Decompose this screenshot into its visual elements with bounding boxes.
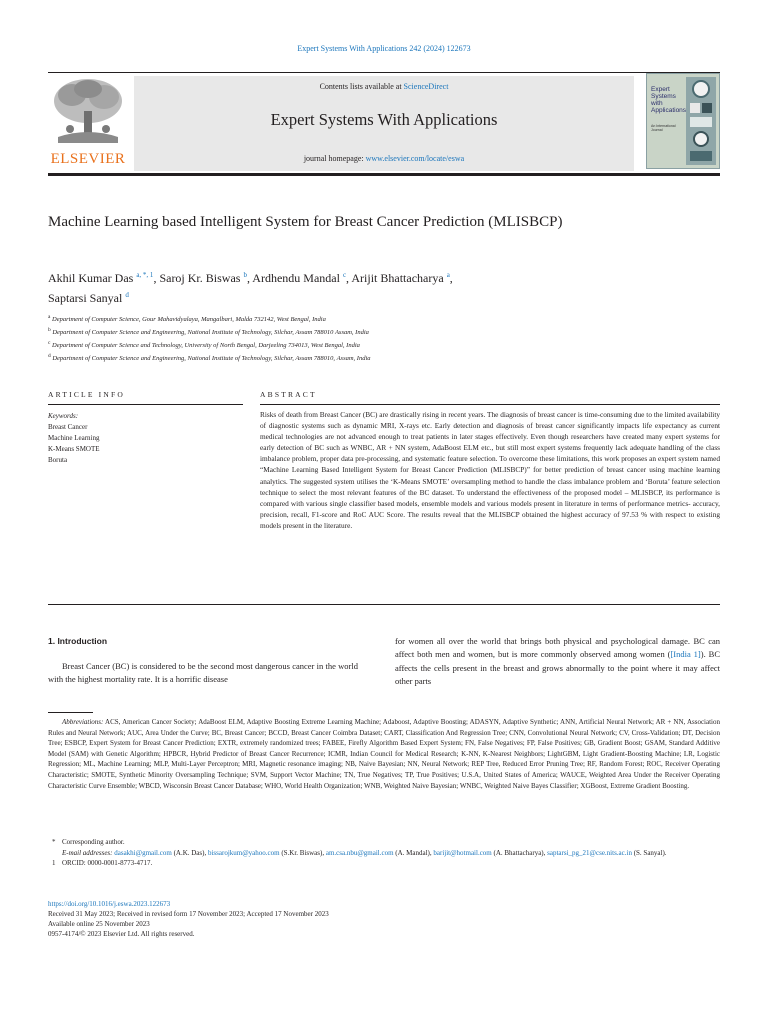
journal-citation[interactable] bbox=[0, 44, 768, 53]
email-link[interactable]: saptarsi_pg_21@cse.nits.ac.in bbox=[547, 848, 632, 857]
keyword: Machine Learning bbox=[48, 434, 100, 442]
journal-cover-thumbnail[interactable] bbox=[646, 73, 720, 169]
email-owner: (A. Bhattacharya), bbox=[491, 848, 548, 857]
abbreviations-text: ACS, American Cancer Society; AdaBoost ELM, Adaptive Boosting Extreme Learning Machine; Adaboost, Adaptive Boosting; ADASYN, Adaptive Synthetic; ANN, Artificial Neural Network; AR + NN, Association Rules and Neural Network; AUC, Area Under the Curve; BC, Breast Cancer; BCCD, Breast Cancer Coimbra Dataset; CART, Classification And Regression Tree; CNN, Convolutional Neural Network; CV, Cross-Validation; DT, Decision Tree; ESBCP, Expert System for Breast Cancer Prediction; EXTR, extremely randomized trees; FABEE, Firefly Algorithm Based Expert System; FN, False Negatives; FP, False Positives; GB, Gradient Boost; GSAM, Standard Additive Model (SAM) with Genetic Algorithm; HPBCR, Hybrid Predictor of Breast Cancer Recurrence; ICMR, Indian Council for Medical Research; K-NN, K-Nearest Neighbors; LightGBM, Light Gradient-Boosting Machine; LR, Logistic Regression; ML, Machine Learning; MLP, Multi-Layer Perceptron; MRI, Magnetic resonance imaging; NB, Naive Bayesian; NN, Neural Network; REP Tree, Reduced Error Pruning Tree; RF, Random Forest; ROC, Receiver Operating Characteristic; SMOTE, Synthetic Minority Oversampling Technique; SVM, Support Vector Machine; TN, True Negatives; TP, True Positives; U.S.A, United States of America; WAUCE, Weighted Area Under the Receiver Operating Characteristic Curve Ensemble; WBCD, Wisconsin Breast Cancer Database; WHO, World Health Organization; WNB, Weighted Naive Bayesian; WNBC, Weighted Naive Bayes Classifier; XGBoost, Extreme Gradient Boosting. bbox=[48, 718, 720, 790]
intro-left-column: Breast Cancer (BC) is considered to be the second most dangerous cancer in the world with the highest mortality rate. It is a horrific disease bbox=[48, 661, 358, 685]
publisher-name: ELSEVIER bbox=[50, 151, 126, 167]
contents-prefix: Contents lists available at bbox=[319, 82, 404, 91]
doi-link[interactable]: https://doi.org/10.1016/j.eswa.2023.122673 bbox=[48, 900, 171, 908]
corresponding-author-note bbox=[48, 837, 720, 848]
email-link[interactable]: dasakhi@gmail.com bbox=[114, 848, 172, 857]
paper-title: Machine Learning based Intelligent System for Breast Cancer Prediction (MLISBCP) bbox=[48, 214, 563, 230]
email-addresses bbox=[48, 848, 720, 859]
affiliation-item bbox=[48, 312, 648, 325]
abstract-rule bbox=[260, 404, 720, 405]
copyright: 0957-4174/© 2023 Elsevier Ltd. All rights reserved. bbox=[48, 929, 195, 938]
citation-link[interactable]: Expert Systems With Applications 242 (2024) 122673 bbox=[297, 44, 471, 53]
author-name: Saptarsi Sanyal bbox=[48, 291, 123, 305]
author-affil-marks[interactable]: a bbox=[446, 271, 450, 279]
footnote-mark: * bbox=[52, 838, 56, 846]
email-label: E-mail addresses: bbox=[62, 848, 113, 857]
email-link[interactable]: barijit@hotmail.com bbox=[433, 848, 492, 857]
footnote-rule bbox=[48, 712, 93, 713]
homepage-link[interactable]: www.elsevier.com/locate/eswa bbox=[365, 154, 465, 163]
email-link[interactable]: am.csa.nbu@gmail.com bbox=[325, 848, 394, 857]
author-sep: , bbox=[153, 271, 160, 285]
author-list bbox=[48, 267, 608, 307]
author-name: Saroj Kr. Biswas bbox=[159, 271, 241, 285]
affiliation-item bbox=[48, 338, 648, 351]
abbreviations-label: Abbreviations: bbox=[62, 718, 104, 726]
received-dates: Received 31 May 2023; Received in revised form 17 November 2023; Accepted 17 November 2023 bbox=[48, 909, 329, 918]
keyword: Boruta bbox=[48, 456, 68, 464]
author-name: Akhil Kumar Das bbox=[48, 271, 134, 285]
cover-title: Expert Systems with Applications bbox=[651, 86, 687, 114]
author-affil-marks[interactable]: b bbox=[243, 271, 247, 279]
reference-link[interactable]: [India 1] bbox=[670, 649, 701, 660]
affiliation-text: Department of Computer Science and Engineering, National Institute of Technology, Silchar, Assam 788010 Assam, India bbox=[52, 329, 369, 337]
affiliation-list bbox=[48, 312, 648, 365]
orcid-note bbox=[48, 858, 720, 869]
affiliation-text: Department of Computer Science and Technology, University of North Bengal, Darjeeling 734013, West Bengal, India bbox=[52, 342, 360, 350]
affiliation-mark: d bbox=[48, 353, 51, 360]
abstract-bottom-rule bbox=[48, 604, 720, 605]
online-date: Available online 25 November 2023 bbox=[48, 919, 150, 928]
email-owner: (A. Mandal), bbox=[393, 848, 434, 857]
author-affil-marks[interactable]: c bbox=[342, 271, 347, 279]
keywords-label: Keywords: bbox=[48, 412, 79, 420]
abstract-text: Risks of death from Breast Cancer (BC) are drastically rising in recent years. The diagnosis of breast cancer is time-consuming due to the limited availability of diagnostic systems such as dynamic MRI, X-rays etc. Early detection and diagnosis of breast cancer significantly impacts life expectancy as current medical technologies are not advanced enough to treat patients in later stages effectively. Even though researchers have created many expert systems for early detection of BC such as WNBC, AR + NN system, AdaBoost ELM etc., but still most expert systems frequently lack adequate handling of the class imbalance problem, proper data pre-processing, and systematic feature selection. To overcome these limitations, this work proposes an expert system named “Machine Learning Based Intelligent System for Breast Cancer Prediction (MLISBCP)” for better prediction of breast cancer using machine learning analytics. The suggested system utilises the ‘K-Means SMOTE’ oversampling method to handle the class imbalance problem and ‘Boruta’ feature selection technique to select the most relevant features of the BC dataset. To understand the effectiveness of the proposed model – MLISBCP, its performance is compared with various single classifier based models, ensemble models and various models present in literature in terms of performance metrics- accuracy, precision, recall, F1-score and RoC AUC Score. The results reveal that the MLISBCP obtained the highest accuracy of 97.53 % with respect to existing models present in the literature. bbox=[260, 410, 720, 530]
orcid-text: ORCID: 0000-0001-8773-4717. bbox=[62, 859, 153, 868]
intro-right-text-cont: ). BC affects the cells present in the breast and grows abnormally to the point where it may affect other parts bbox=[395, 649, 720, 687]
affiliation-item bbox=[48, 325, 648, 338]
footnote-mark: 1 bbox=[52, 859, 56, 868]
affiliation-mark: c bbox=[48, 340, 51, 347]
affiliation-item bbox=[48, 351, 648, 364]
intro-right-column bbox=[395, 635, 720, 689]
author-sep: , bbox=[449, 271, 453, 285]
affiliation-mark: a bbox=[48, 314, 51, 320]
journal-title: Expert Systems With Applications bbox=[270, 110, 498, 129]
keyword: Breast Cancer bbox=[48, 423, 88, 431]
corresponding-text: Corresponding author. bbox=[62, 838, 125, 846]
cover-subtitle: An International Journal bbox=[651, 124, 676, 132]
email-owner: (A.K. Das), bbox=[171, 848, 208, 857]
article-info-rule bbox=[48, 404, 243, 405]
keywords-list bbox=[48, 422, 100, 466]
abbreviations-footnote bbox=[48, 717, 720, 791]
article-info-heading: ARTICLE INFO bbox=[48, 390, 125, 399]
email-owner: (S.Kr. Biswas), bbox=[279, 848, 326, 857]
affiliation-text: Department of Computer Science and Engineering, National Institute of Technology, Silchar, Assam 788010, Assam, India bbox=[52, 355, 371, 363]
contents-line bbox=[134, 82, 634, 91]
author-affil-marks[interactable]: d bbox=[125, 291, 129, 299]
footnotes bbox=[48, 837, 720, 869]
affiliation-mark: b bbox=[48, 327, 51, 334]
author-affil-marks[interactable]: a, *, 1 bbox=[136, 271, 154, 279]
homepage-prefix: journal homepage: bbox=[303, 154, 366, 163]
author-name: Arijit Bhattacharya bbox=[351, 271, 444, 285]
intro-right-text: for women all over the world that brings both physical and psychological damage. BC can affect both men and women, but is more commonly observed among women ( bbox=[395, 636, 720, 660]
homepage-line bbox=[134, 154, 634, 163]
email-owner: (S. Sanyal). bbox=[631, 848, 667, 857]
section-heading-introduction: 1. Introduction bbox=[48, 636, 108, 646]
author-sep: , bbox=[246, 271, 253, 285]
author-name: Ardhendu Mandal bbox=[252, 271, 340, 285]
sciencedirect-link[interactable]: ScienceDirect bbox=[403, 82, 449, 91]
masthead-band bbox=[134, 76, 634, 171]
journal-masthead bbox=[48, 72, 720, 176]
affiliation-text: Department of Computer Science, Gour Mahavidyalaya, Mangalbari, Malda 732142, West Bengal, India bbox=[52, 316, 326, 324]
keyword: K-Means SMOTE bbox=[48, 445, 100, 453]
abstract-heading: ABSTRACT bbox=[260, 390, 317, 399]
cover-graphic-icon bbox=[686, 77, 716, 165]
author-sep: , bbox=[346, 271, 352, 285]
email-link[interactable]: bissarojkum@yahoo.com bbox=[207, 848, 280, 857]
article-metadata bbox=[48, 900, 720, 940]
